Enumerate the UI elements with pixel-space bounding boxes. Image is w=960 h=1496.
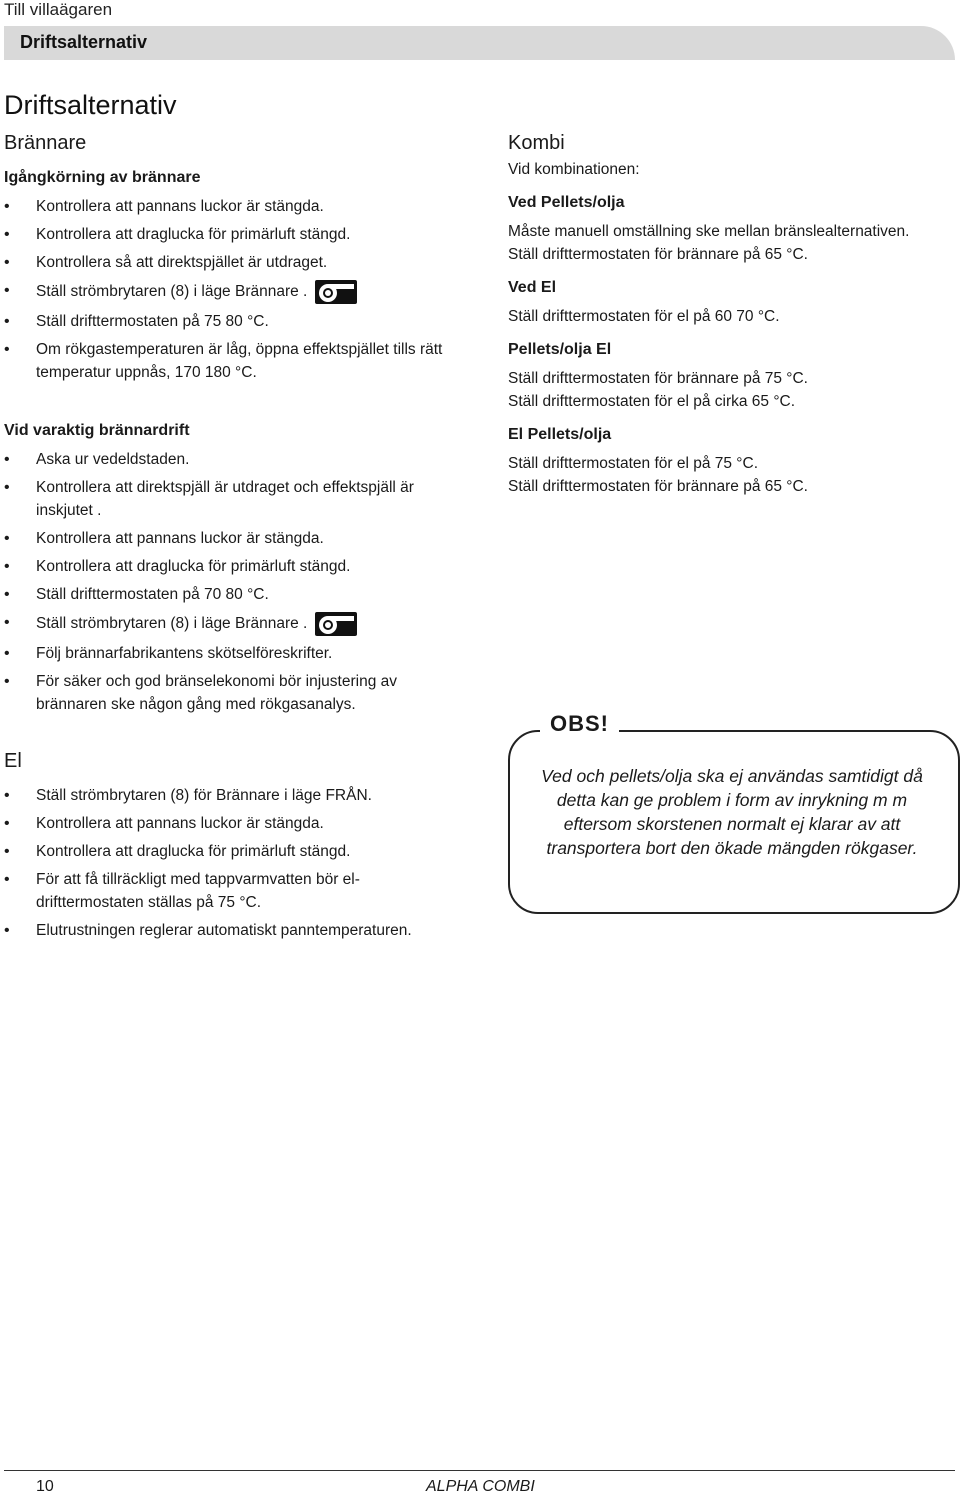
list-item: • Ställ drifttermostaten på 75 80 °C. (4, 310, 444, 333)
combo-block (508, 338, 958, 413)
list-item: • Kontrollera att draglucka för primärluft stängd. (4, 840, 444, 863)
list-item: • Kontrollera att pannans luckor är stängda. (4, 195, 444, 218)
list-item: • Kontrollera så att direktspjället är utdraget. (4, 251, 444, 274)
list-item: • Ställ strömbrytaren (8) för Brännare i läge FRÅN. (4, 784, 444, 807)
kombi-intro: Vid kombinationen: (508, 161, 640, 178)
page-title: Driftsalternativ (4, 90, 177, 120)
list-item: • Kontrollera att pannans luckor är stängda. (4, 812, 444, 835)
list-item: • För att få tillräckligt med tappvarmvatten bör el-drifttermostaten ställas på 75 °C. (4, 868, 444, 914)
list-item: • Elutrustningen reglerar automatiskt panntemperaturen. (4, 919, 444, 942)
kombi-heading: Kombi (508, 132, 565, 154)
combo-title: El Pellets/olja (508, 426, 612, 443)
section-label: Till villaägaren (4, 0, 113, 19)
burner-heading: Brännare (4, 132, 87, 154)
list-item: • Ställ strömbrytaren (8) i läge Brännare . (4, 279, 444, 305)
list-item: • Ställ drifttermostaten på 70 80 °C. (4, 583, 444, 606)
list-item: • Kontrollera att draglucka för primärluft stängd. (4, 555, 444, 578)
continuous-heading: Vid varaktig brännardrift (4, 422, 190, 439)
list-item: • Om rökgastemperaturen är låg, öppna effektspjället tills rätt temperatur uppnås, 170 180 °C. (4, 338, 444, 384)
continuous-list (4, 448, 444, 716)
combo-line: Ställ drifttermostaten för brännare på 75 °C. (508, 370, 808, 387)
burner-fan-icon (314, 279, 358, 305)
list-item: • Ställ strömbrytaren (8) i läge Brännare . (4, 611, 444, 637)
list-item: • Kontrollera att direktspjäll är utdraget och effektspjäll är inskjutet . (4, 476, 444, 522)
combo-line: Ställ drifttermostaten för el på 75 °C. (508, 455, 759, 472)
combo-line: Ställ drifttermostaten för el på 60 70 °C. (508, 308, 780, 325)
el-heading: El (4, 750, 22, 772)
list-item: • Följ brännarfabrikantens skötselföreskrifter. (4, 642, 444, 665)
obs-text: Ved och pellets/olja ska ej användas samtidigt då detta kan ge problem i form av inrykning m m eftersom skorstenen normalt ej klarar av att transportera bort den ökade mängden rökgaser. (541, 766, 923, 858)
list-item: • För säker och god bränselekonomi bör injustering av brännaren ske någon gång med rökgasanalys. (4, 670, 444, 716)
section-title: Driftsalternativ (20, 32, 148, 52)
section-title-bar (4, 26, 955, 60)
combo-block (508, 423, 958, 498)
page-number: 10 (36, 1478, 54, 1495)
combo-line: Ställ drifttermostaten för brännare på 65 °C. (508, 246, 808, 263)
footer-rule (4, 1470, 955, 1471)
right-column (508, 128, 958, 508)
combo-line: Måste manuell omställning ske mellan bränslealternativen. (508, 223, 910, 240)
combo-title: Ved Pellets/olja (508, 194, 625, 211)
list-item: • Kontrollera att draglucka för primärluft stängd. (4, 223, 444, 246)
el-list (4, 784, 444, 942)
left-column (4, 128, 444, 947)
list-item: • Aska ur vedeldstaden. (4, 448, 444, 471)
startup-list (4, 195, 444, 384)
footer-doc-title: ALPHA COMBI (426, 1478, 535, 1495)
combo-line: Ställ drifttermostaten för brännare på 65 °C. (508, 478, 808, 495)
combo-title: Ved El (508, 279, 557, 296)
obs-label: OBS! (540, 711, 619, 737)
combo-block (508, 191, 958, 266)
startup-heading: Igångkörning av brännare (4, 169, 201, 186)
burner-fan-icon (314, 611, 358, 637)
combo-block (508, 276, 958, 328)
combo-title: Pellets/olja El (508, 341, 612, 358)
list-item: • Kontrollera att pannans luckor är stängda. (4, 527, 444, 550)
combo-line: Ställ drifttermostaten för el på cirka 65 °C. (508, 393, 796, 410)
